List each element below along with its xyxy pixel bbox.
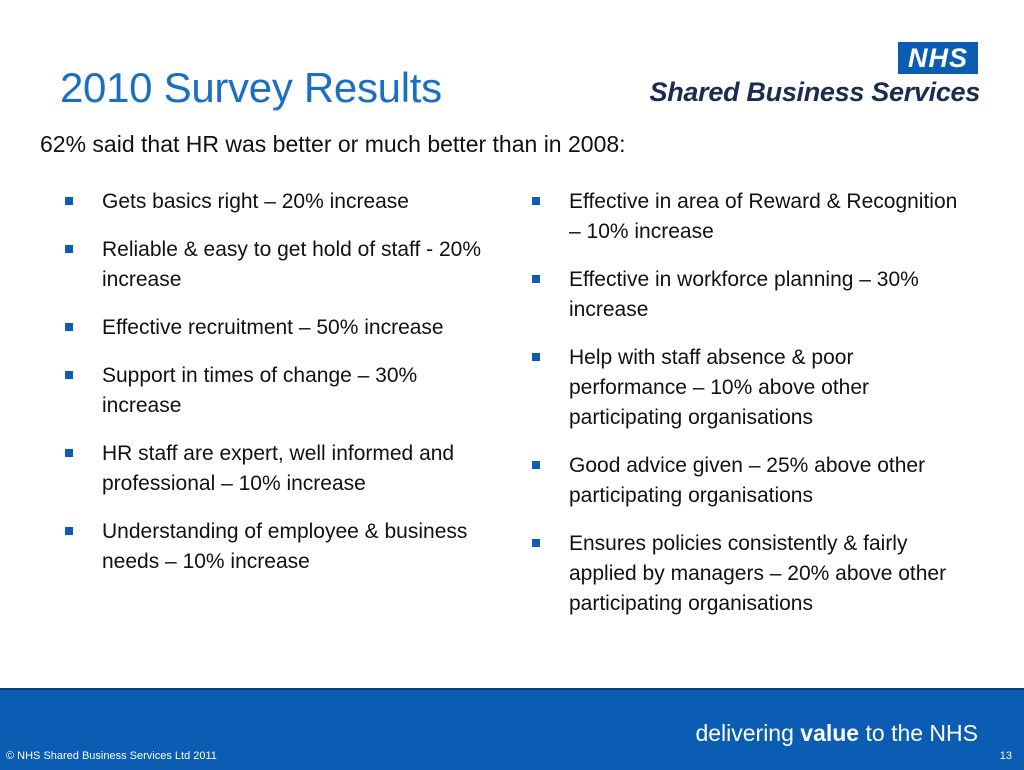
- right-bullet-list: [530, 187, 970, 637]
- bullet-text: Gets basics right – 20% increase: [102, 190, 409, 213]
- tagline-pre: delivering: [695, 720, 801, 746]
- bullet-item: [530, 343, 970, 433]
- square-bullet-icon: [65, 323, 73, 331]
- square-bullet-icon: [65, 371, 73, 379]
- bullet-text: Reliable & easy to get hold of staff - 20% increase: [102, 238, 482, 291]
- bullet-item: [63, 517, 483, 577]
- bullet-text: Understanding of employee & business needs – 10% increase: [102, 520, 468, 573]
- bullet-item: [63, 187, 483, 217]
- square-bullet-icon: [532, 461, 540, 469]
- copyright-text: © NHS Shared Business Services Ltd 2011: [6, 750, 217, 762]
- slide-title: 2010 Survey Results: [60, 64, 442, 111]
- bullet-text: HR staff are expert, well informed and professional – 10% increase: [102, 442, 455, 495]
- square-bullet-icon: [532, 539, 540, 547]
- slide-subtitle: 62% said that HR was better or much better than in 2008:: [40, 131, 626, 157]
- square-bullet-icon: [532, 275, 540, 283]
- bullet-text: Effective recruitment – 50% increase: [102, 316, 444, 339]
- square-bullet-icon: [65, 197, 73, 205]
- left-bullet-list: [63, 187, 483, 595]
- bullet-item: [530, 529, 970, 619]
- bullet-text: Good advice given – 25% above other participating organisations: [569, 454, 926, 507]
- bullet-item: [530, 187, 970, 247]
- bullet-text: Ensures policies consistently & fairly applied by managers – 20% above other participating organisations: [569, 532, 947, 615]
- logo-text: Shared Business Services: [649, 77, 980, 107]
- bullet-item: [530, 265, 970, 325]
- bullet-text: Help with staff absence & poor performance – 10% above other participating organisations: [569, 346, 870, 429]
- footer-bar: [0, 688, 1024, 770]
- bullet-item: [63, 439, 483, 499]
- bullet-text: Support in times of change – 30% increase: [102, 364, 418, 417]
- bullet-item: [63, 361, 483, 421]
- bullet-item: [63, 235, 483, 295]
- tagline-post: to the NHS: [859, 720, 978, 746]
- bullet-text: Effective in area of Reward & Recognition – 10% increase: [569, 190, 958, 243]
- bullet-item: [530, 451, 970, 511]
- nhs-badge: NHS: [898, 42, 978, 74]
- bullet-text: Effective in workforce planning – 30% increase: [569, 268, 919, 321]
- square-bullet-icon: [65, 449, 73, 457]
- page-number: 13: [999, 750, 1012, 762]
- bullet-item: [63, 313, 483, 343]
- square-bullet-icon: [65, 527, 73, 535]
- nhs-sbs-logo: [650, 42, 980, 110]
- square-bullet-icon: [65, 245, 73, 253]
- square-bullet-icon: [532, 353, 540, 361]
- square-bullet-icon: [532, 197, 540, 205]
- tagline-bold: value: [800, 720, 860, 746]
- footer-tagline: [695, 720, 978, 747]
